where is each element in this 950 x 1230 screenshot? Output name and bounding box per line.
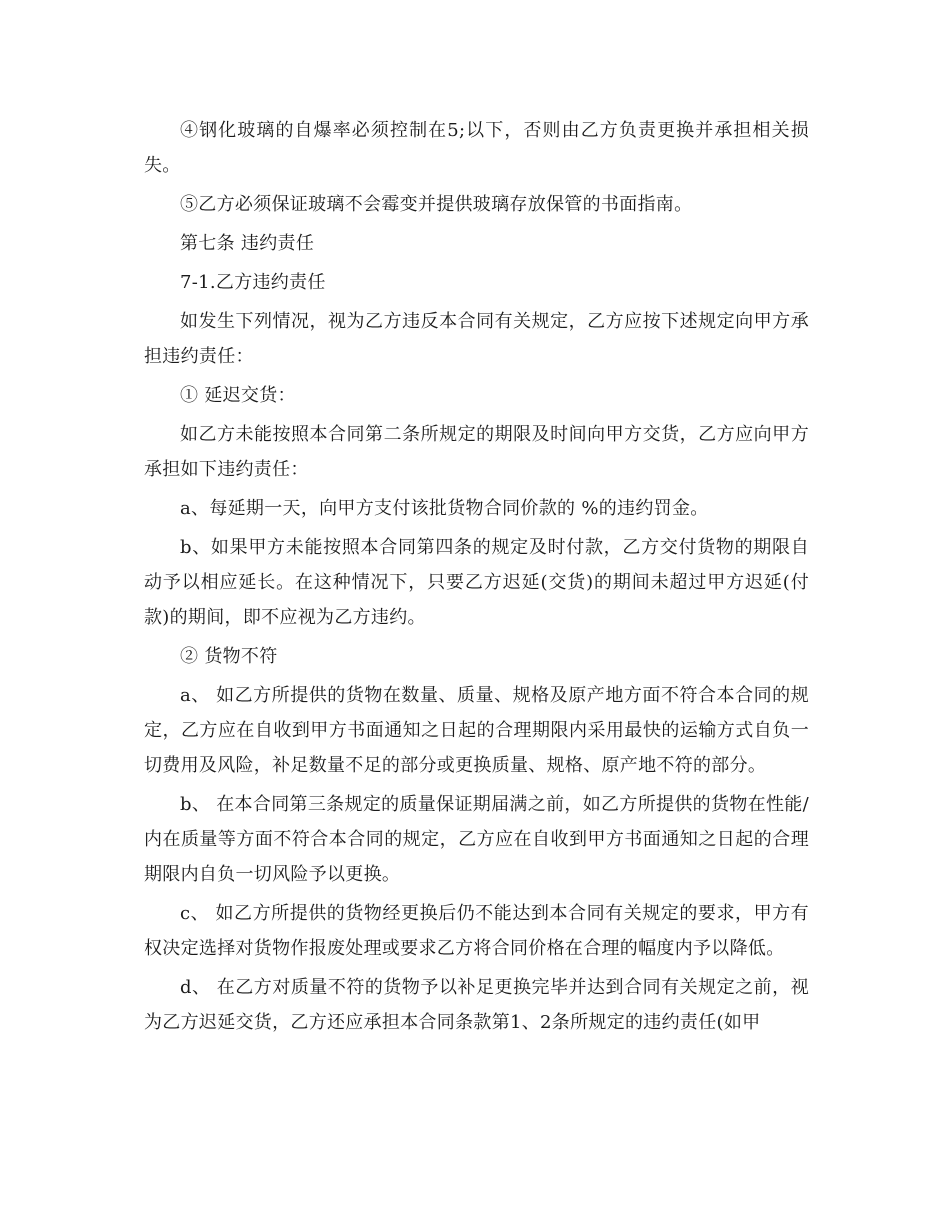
item-delayed-delivery-heading: ① 延迟交货： xyxy=(180,385,296,406)
paragraph-glass-self-explosion: ④钢化玻璃的自爆率必须控制在5;以下，否则由乙方负责更换并承担相关损失。 xyxy=(144,120,809,176)
paragraph-glass-mildew: ⑤乙方必须保证玻璃不会霉变并提供玻璃存放保管的书面指南。 xyxy=(180,194,693,215)
clause-nonconforming-c: c、 如乙方所提供的货物经更换后仍不能达到本合同有关规定的要求，甲方有权决定选择对货物作报废处理或要求乙方将合同价格在合理的幅度内予以降低。 xyxy=(144,903,809,959)
paragraph-breach-intro: 如发生下列情况，视为乙方违反本合同有关规定，乙方应按下述规定向甲方承担违约责任： xyxy=(144,311,809,367)
clause-nonconforming-b: b、 在本合同第三条规定的质量保证期届满之前，如乙方所提供的货物在性能/内在质量等方面不符合本合同的规定，乙方应在自收到甲方书面通知之日起的合理期限内自负一切风险予以更换。 xyxy=(144,794,809,885)
section-7-1-heading: 7-1.乙方违约责任 xyxy=(180,272,326,293)
item-nonconforming-goods-heading: ② 货物不符 xyxy=(180,646,278,667)
article-7-heading: 第七条 违约责任 xyxy=(180,233,315,254)
paragraph-delayed-delivery: 如乙方未能按照本合同第二条所规定的期限及时间向甲方交货，乙方应向甲方承担如下违约责任： xyxy=(144,424,809,480)
document-body xyxy=(144,113,809,1044)
clause-nonconforming-a: a、 如乙方所提供的货物在数量、质量、规格及原产地方面不符合本合同的规定，乙方应在自收到甲方书面通知之日起的合理期限内采用最快的运输方式自负一切费用及风险，补足数量不足的部分或更换质量、规格、原产地不符的部分。 xyxy=(144,685,809,776)
clause-nonconforming-d: d、 在乙方对质量不符的货物予以补足更换完毕并达到合同有关规定之前，视为乙方迟延交货，乙方还应承担本合同条款第1、2条所规定的违约责任(如甲 xyxy=(144,977,809,1033)
clause-delay-extension-b: b、如果甲方未能按照本合同第四条的规定及时付款，乙方交付货物的期限自动予以相应延长。在这种情况下，只要乙方迟延(交货)的期间未超过甲方迟延(付款)的期间，即不应视为乙方违约。 xyxy=(144,537,809,628)
clause-delay-penalty-a: a、每延期一天，向甲方支付该批货物合同价款的 %的违约罚金。 xyxy=(180,498,709,519)
